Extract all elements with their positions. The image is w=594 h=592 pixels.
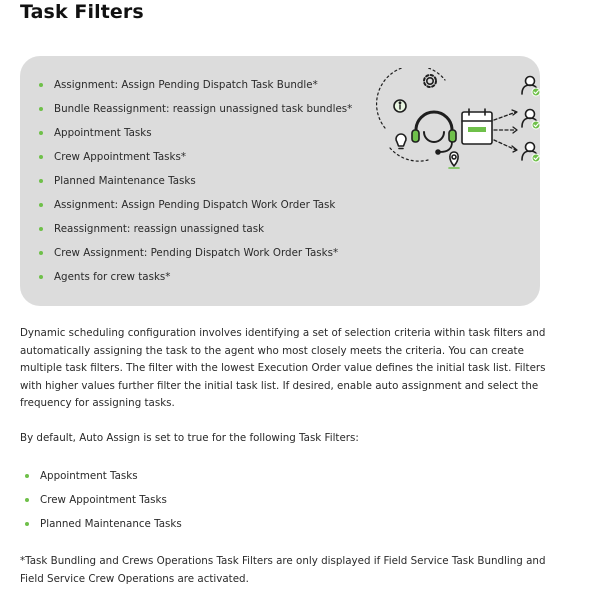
page-title: Task Filters bbox=[20, 1, 144, 23]
location-pin-icon bbox=[449, 152, 459, 168]
lightbulb-icon bbox=[396, 134, 406, 149]
auto-assign-list bbox=[20, 467, 182, 539]
filter-list-item: Assignment: Assign Pending Dispatch Task Bundle* bbox=[38, 76, 352, 100]
agent-check-icon bbox=[522, 77, 540, 97]
info-icon bbox=[394, 100, 406, 112]
filter-list-item: Bundle Reassignment: reassign unassigned task bundles* bbox=[38, 100, 352, 124]
auto-assign-item: Planned Maintenance Tasks bbox=[20, 515, 182, 539]
filter-list-item: Agents for crew tasks* bbox=[38, 268, 352, 292]
filter-list-item: Appointment Tasks bbox=[38, 124, 352, 148]
auto-assign-item: Crew Appointment Tasks bbox=[20, 491, 182, 515]
agent-check-icon bbox=[522, 110, 540, 130]
task-filter-list bbox=[38, 76, 352, 292]
intro-paragraph: Dynamic scheduling configuration involves identifying a set of selection criteria within task filters and automatically assigning the task to the agent who most closely meets the criteria. You can create multiple task filters. The filter with the lowest Execution Order value defines the initial task list. Filters with higher values further filter the initial task list. If desired, enable auto assignment and select the frequency for assigning tasks. bbox=[20, 327, 546, 409]
filter-list-item: Planned Maintenance Tasks bbox=[38, 172, 352, 196]
task-filter-card bbox=[20, 56, 540, 306]
auto-assign-item: Appointment Tasks bbox=[20, 467, 182, 491]
gear-icon bbox=[424, 75, 436, 87]
dispatch-illustration bbox=[370, 68, 540, 178]
filter-list-item: Assignment: Assign Pending Dispatch Work Order Task bbox=[38, 196, 352, 220]
filter-list-item: Reassignment: reassign unassigned task bbox=[38, 220, 352, 244]
filter-list-item: Crew Appointment Tasks* bbox=[38, 148, 352, 172]
calendar-icon bbox=[462, 109, 492, 144]
footnote: *Task Bundling and Crews Operations Task Filters are only displayed if Field Service Task Bundling and Field Service Crew Operations are activated. bbox=[20, 555, 546, 585]
auto-assign-intro: By default, Auto Assign is set to true for the following Task Filters: bbox=[20, 432, 359, 444]
agent-check-icon bbox=[522, 143, 540, 163]
filter-list-item: Crew Assignment: Pending Dispatch Work Order Tasks* bbox=[38, 244, 352, 268]
headset-agent-icon bbox=[412, 112, 456, 154]
